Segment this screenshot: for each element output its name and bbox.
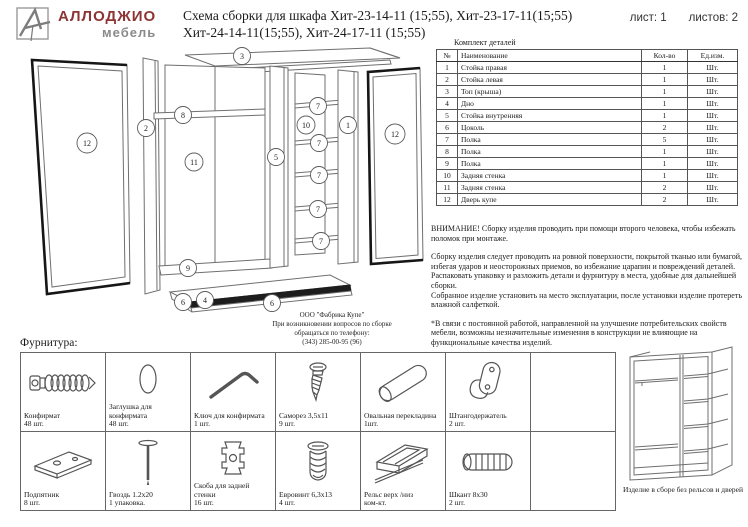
part-unit: Шт. (688, 122, 738, 134)
col-header-name: Наименование (458, 50, 642, 62)
panel-stojka-left (143, 58, 160, 294)
hex-key-icon (194, 355, 272, 412)
callout-7 (311, 167, 328, 184)
table-row (437, 110, 738, 122)
part-unit: Шт. (688, 98, 738, 110)
table-row (437, 98, 738, 110)
sheet-info (630, 12, 738, 24)
part-qty: 2 (642, 122, 688, 134)
callout-12 (77, 133, 97, 153)
part-unit: Шт. (688, 110, 738, 122)
brand-logo-icon (14, 5, 52, 43)
hardware-name: Евровинт 6,3х13 (279, 489, 332, 499)
callout-6 (175, 294, 192, 311)
callout-8 (175, 107, 192, 124)
assembled-wardrobe-drawing (620, 341, 746, 483)
bracket-icon (194, 434, 272, 482)
table-row (437, 134, 738, 146)
part-unit: Шт. (688, 134, 738, 146)
brand-subtitle: мебель (102, 25, 157, 40)
table-row (437, 86, 738, 98)
part-name: Стойка левая (458, 74, 642, 86)
svg-text:7: 7 (316, 102, 320, 111)
hardware-qty: 2 шт. (449, 419, 465, 429)
part-num: 10 (437, 170, 458, 182)
callout-7 (311, 135, 328, 152)
part-unit: Шт. (688, 74, 738, 86)
part-qty: 1 (642, 86, 688, 98)
page-title-line2: Хит-24-14-11(15;55), Хит-24-17-11 (15;55) (183, 24, 426, 40)
warning-text: ВНИМАНИЕ! Сборку изделия проводить при помощи второго человека, чтобы избежать поломок при монтаже. (431, 224, 736, 243)
hardware-name: Шкант 8х30 (449, 489, 488, 499)
hardware-qty: 1шт. (364, 419, 379, 429)
callout-11 (185, 153, 203, 171)
hardware-qty: 1 упаковка. (109, 498, 146, 508)
hardware-name: Штангодержатель (449, 410, 507, 420)
sheets-total: листов: 2 (688, 12, 738, 24)
hardware-cell (276, 353, 361, 432)
rail-icon (364, 434, 442, 491)
part-num: 3 (437, 86, 458, 98)
part-name: Полка (458, 158, 642, 170)
assembly-notes (431, 224, 747, 348)
table-row (437, 182, 738, 194)
callout-6 (264, 295, 281, 312)
hardware-cell (446, 353, 531, 432)
hardware-qty: ком-кт. (364, 498, 387, 508)
svg-text:5: 5 (274, 153, 278, 162)
part-name: Стойка внутренняя (458, 110, 642, 122)
hardware-name: Заглушка для конфирмата (109, 402, 152, 420)
hardware-section-title: Фурнитура: (20, 337, 78, 349)
table-row (437, 194, 738, 206)
hardware-name: Овальная перекладина (364, 410, 437, 420)
svg-text:4: 4 (203, 296, 207, 305)
part-qty: 1 (642, 170, 688, 182)
hardware-qty: 48 шт. (24, 419, 44, 429)
hardware-cell (446, 432, 531, 511)
part-name: Задняя стенка (458, 170, 642, 182)
part-num: 5 (437, 110, 458, 122)
callout-5 (268, 149, 285, 166)
col-header-unit: Ед.изм. (688, 50, 738, 62)
sheet-number: лист: 1 (629, 12, 667, 24)
part-name: Дно (458, 98, 642, 110)
parts-table (436, 49, 738, 206)
brand-name: АЛЛОДЖИО (58, 8, 157, 25)
callout-12 (385, 124, 405, 144)
svg-text:1: 1 (346, 121, 350, 130)
parts-list (436, 38, 738, 206)
callout-3 (234, 48, 251, 65)
hardware-qty: 4 шт. (279, 498, 295, 508)
svg-text:3: 3 (240, 52, 244, 61)
part-num: 2 (437, 74, 458, 86)
callout-10 (297, 116, 315, 134)
part-qty: 2 (642, 194, 688, 206)
part-qty: 1 (642, 110, 688, 122)
hardware-cell (106, 353, 191, 432)
hardware-qty: 48 шт. (109, 419, 129, 429)
part-unit: Шт. (688, 146, 738, 158)
svg-text:9: 9 (186, 264, 190, 273)
nail-icon (109, 434, 187, 491)
foot-pad-icon (24, 434, 102, 491)
oval-rod-icon (364, 355, 442, 412)
col-header-num: № (437, 50, 458, 62)
part-unit: Шт. (688, 86, 738, 98)
part-name: Топ (крыша) (458, 86, 642, 98)
part-num: 12 (437, 194, 458, 206)
part-qty: 2 (642, 182, 688, 194)
svg-text:7: 7 (319, 237, 323, 246)
callout-2 (138, 120, 155, 137)
svg-text:6: 6 (270, 299, 274, 308)
part-unit: Шт. (688, 170, 738, 182)
assembled-view-caption: Изделие в сборе без рельсов и дверей (622, 485, 744, 494)
svg-text:8: 8 (181, 111, 185, 120)
part-qty: 1 (642, 98, 688, 110)
hardware-name: Конфирмат (24, 410, 61, 420)
svg-text:11: 11 (190, 158, 198, 167)
part-qty: 1 (642, 62, 688, 74)
dowel-icon (449, 434, 527, 491)
svg-text:7: 7 (317, 139, 321, 148)
note-install: Собранное изделие установить на место эксплуатации, после установки изделие протереть влажной салфеткой. (431, 290, 743, 310)
svg-text:2: 2 (144, 124, 148, 133)
hardware-cell (361, 432, 446, 511)
part-unit: Шт. (688, 194, 738, 206)
hardware-cell (191, 353, 276, 432)
part-unit: Шт. (688, 62, 738, 74)
part-name: Стойка правая (458, 62, 642, 74)
part-name: Задняя стенка (458, 182, 642, 194)
assembled-view (620, 341, 746, 494)
svg-text:12: 12 (83, 139, 91, 148)
part-name: Полка (458, 134, 642, 146)
confirmat-screw-icon (24, 355, 102, 412)
hardware-qty: 9 шт. (279, 419, 295, 429)
hardware-cell (361, 353, 446, 432)
part-num: 4 (437, 98, 458, 110)
callout-7 (310, 98, 327, 115)
cap-icon (109, 355, 187, 403)
hardware-cell (106, 432, 191, 511)
rod-holder-icon (449, 355, 527, 412)
table-row (437, 146, 738, 158)
hardware-name: Гвоздь 1.2х20 (109, 489, 153, 499)
callout-7 (313, 233, 330, 250)
svg-text:12: 12 (391, 130, 399, 139)
manufacturer-name: ООО "Фабрика Купе" (299, 311, 365, 319)
manufacturer-phone: (343) 285-00-95 (96) (302, 338, 362, 347)
hardware-name: Рельс верх /низ (364, 489, 414, 499)
svg-text:10: 10 (302, 121, 310, 130)
hardware-cell-empty (531, 432, 616, 511)
svg-text:7: 7 (317, 171, 321, 180)
callout-9 (180, 260, 197, 277)
footnote-text: *В связи с постоянной работой, направленной на улучшение потребительских свойств мебели, возможны незначительные изменения в конструкции не влияющие на функциональные качества изделий. (431, 318, 727, 347)
panel-stojka-inner (270, 66, 288, 268)
brand-logo (14, 5, 156, 43)
euro-screw-icon (279, 434, 357, 491)
hardware-name: Скоба для задней стенки (194, 481, 250, 499)
hardware-grid (20, 352, 616, 511)
hardware-cell (21, 353, 106, 432)
manufacturer-info (237, 311, 427, 347)
note-unpack: Распаковать упаковку и разложить детали и фурнитуру в места, удобные для дальнейшей сборки. (431, 271, 737, 290)
parts-list-caption: Комплект деталей (454, 38, 516, 47)
svg-text:7: 7 (316, 205, 320, 214)
hardware-qty: 16 шт. (194, 498, 214, 508)
screw-icon (279, 355, 357, 412)
part-name: Цоколь (458, 122, 642, 134)
panel-stojka-right (338, 70, 358, 264)
hardware-name: Ключ для конфирмата (194, 410, 265, 420)
page-title-line1: Схема сборки для шкафа Хит-23-14-11 (15;55), Хит-23-17-11(15;55) (183, 8, 573, 23)
svg-text:6: 6 (181, 298, 185, 307)
table-row (437, 158, 738, 170)
hardware-qty: 2 шт. (449, 498, 465, 508)
door-right (368, 68, 423, 264)
table-row (437, 122, 738, 134)
part-num: 7 (437, 134, 458, 146)
table-row (437, 170, 738, 182)
part-num: 1 (437, 62, 458, 74)
part-qty: 1 (642, 158, 688, 170)
part-qty: 1 (642, 146, 688, 158)
part-qty: 1 (642, 74, 688, 86)
part-num: 6 (437, 122, 458, 134)
part-name: Дверь купе (458, 194, 642, 206)
exploded-assembly-diagram (16, 47, 426, 317)
door-left (32, 60, 130, 294)
part-num: 11 (437, 182, 458, 194)
col-header-qty: Кол-во (642, 50, 688, 62)
hardware-cell (21, 432, 106, 511)
part-num: 8 (437, 146, 458, 158)
callout-4 (197, 292, 214, 309)
exploded-diagram-drawing (16, 47, 426, 317)
hardware-name: Подпятник (24, 489, 60, 499)
parts-table-header (437, 50, 738, 62)
hardware-cell (276, 432, 361, 511)
hardware-cell (191, 432, 276, 511)
part-name: Полка (458, 146, 642, 158)
manufacturer-note1: При возникновении вопросов по сборке (272, 320, 392, 329)
note-surface: Сборку изделия следует проводить на ровной поверхности, покрытой тканью или бумагой, избегая ударов и неосторожных приемов, во избежание царапин и повреждений деталей. (431, 252, 743, 271)
hardware-name: Саморез 3,5х11 (279, 410, 329, 420)
part-num: 9 (437, 158, 458, 170)
page-title (183, 8, 583, 42)
part-qty: 5 (642, 134, 688, 146)
hardware-cell-empty (531, 353, 616, 432)
table-row (437, 74, 738, 86)
callout-1 (340, 117, 357, 134)
hardware-qty: 1 шт. (194, 419, 210, 429)
part-unit: Шт. (688, 158, 738, 170)
part-unit: Шт. (688, 182, 738, 194)
callout-7 (310, 201, 327, 218)
manufacturer-note2: обращаться по телефону: (294, 329, 370, 338)
hardware-qty: 8 шт. (24, 498, 40, 508)
table-row (437, 62, 738, 74)
